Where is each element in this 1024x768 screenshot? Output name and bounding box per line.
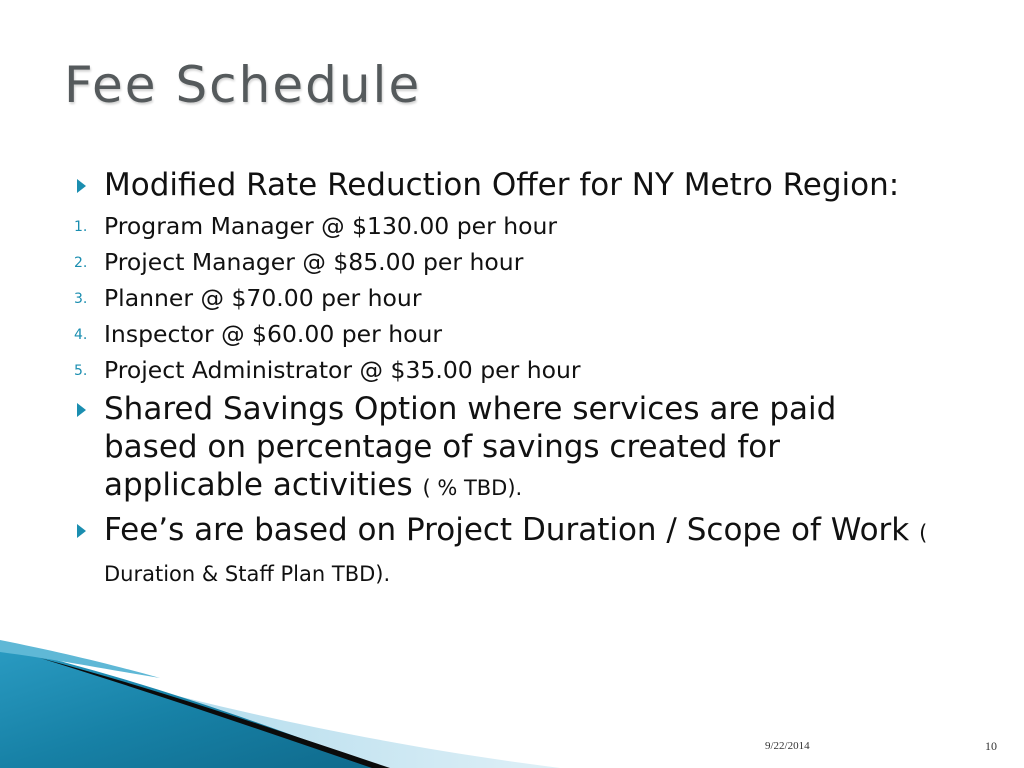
bullet-arrow-icon	[77, 524, 86, 538]
footer-page-number: 10	[985, 739, 997, 753]
list-item	[74, 208, 934, 244]
list-item-text: Project Manager @ $85.00 per hour	[104, 248, 524, 276]
list-item	[74, 352, 934, 388]
corner-swoosh-decoration	[0, 640, 1024, 768]
list-number: 4.	[74, 327, 88, 343]
bullet-text: Fee’s are based on Project Duration / Scope of Work	[104, 512, 910, 548]
bullet-text: Modified Rate Reduction Offer for NY Metro Region:	[104, 167, 900, 203]
list-item	[74, 244, 934, 280]
bullet-arrow-icon	[77, 179, 86, 193]
list-number: 3.	[74, 291, 88, 307]
slide-title: Fee Schedule	[64, 56, 422, 114]
bullet-note: ( Duration & Staff Plan TBD).	[104, 521, 928, 586]
list-item-text: Project Administrator @ $35.00 per hour	[104, 356, 581, 384]
bullet-shared-savings	[74, 390, 934, 507]
slide-content	[74, 166, 934, 593]
list-item-text: Planner @ $70.00 per hour	[104, 284, 422, 312]
list-number: 2.	[74, 255, 88, 271]
bullet-rate-offer	[74, 166, 934, 204]
list-number: 1.	[74, 219, 88, 235]
footer-date: 9/22/2014	[765, 740, 810, 752]
list-item-text: Program Manager @ $130.00 per hour	[104, 212, 558, 240]
bullet-arrow-icon	[77, 403, 86, 417]
list-item-text: Inspector @ $60.00 per hour	[104, 320, 443, 348]
list-item	[74, 280, 934, 316]
list-item	[74, 316, 934, 352]
bullet-note: ( % TBD).	[422, 476, 523, 500]
list-number: 5.	[74, 363, 88, 379]
bullet-fees-duration	[74, 511, 934, 593]
bullet-text: Shared Savings Option where services are paid based on percentage of savings created for applicable activities	[104, 391, 837, 503]
